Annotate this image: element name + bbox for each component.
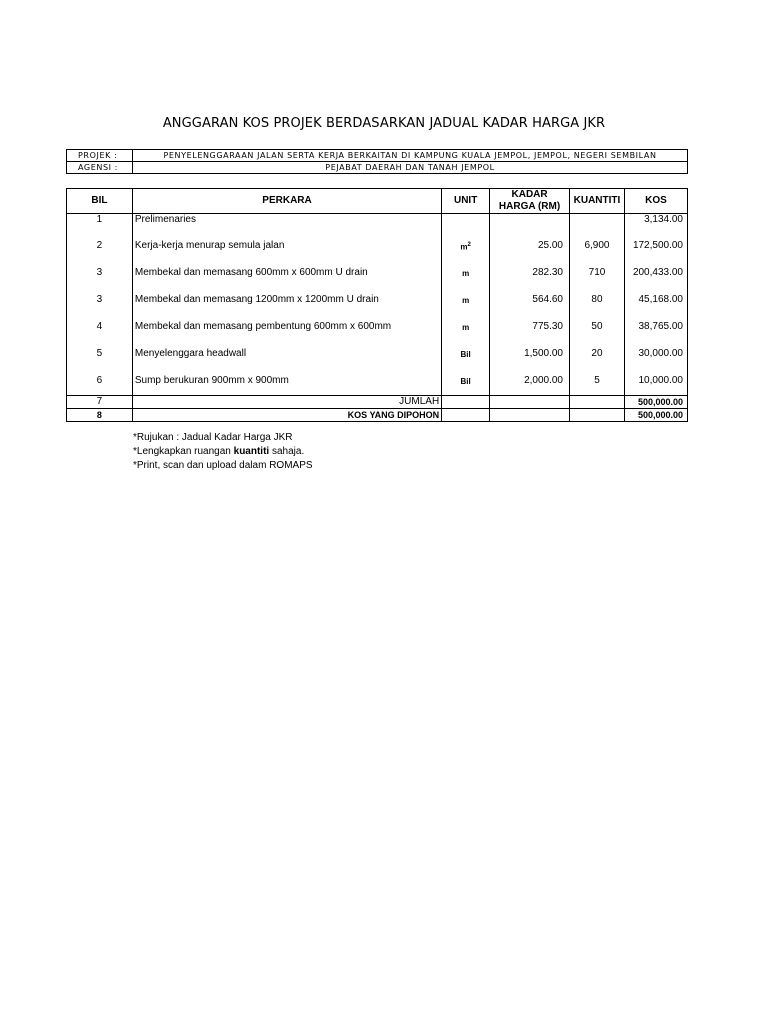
row-bil: 3 xyxy=(67,261,133,288)
row-unit xyxy=(442,214,490,234)
jumlah-row xyxy=(67,396,688,409)
project-info-table xyxy=(66,149,688,174)
row-bil: 3 xyxy=(67,288,133,315)
row-kadar: 1,500.00 xyxy=(490,342,570,369)
note-lengkapkan-post: sahaja. xyxy=(269,446,305,457)
jumlah-bil: 7 xyxy=(67,396,133,409)
kos-dipohon-label: KOS YANG DIPOHON xyxy=(132,409,441,422)
jumlah-unit xyxy=(442,396,490,409)
row-bil: 2 xyxy=(67,234,133,261)
row-kuantiti xyxy=(570,214,625,234)
header-kadar-line1: KADAR xyxy=(511,189,548,200)
notes xyxy=(133,431,313,473)
row-kuantiti: 6,900 xyxy=(570,234,625,261)
row-kos: 200,433.00 xyxy=(624,261,687,288)
row-bil: 5 xyxy=(67,342,133,369)
row-unit: m xyxy=(442,261,490,288)
row-kos: 30,000.00 xyxy=(624,342,687,369)
kos-dipohon-kuantiti xyxy=(570,409,625,422)
table-header-row xyxy=(67,189,688,214)
row-kos: 45,168.00 xyxy=(624,288,687,315)
note-lengkapkan-bold: kuantiti xyxy=(233,446,270,457)
row-kadar: 775.30 xyxy=(490,315,570,342)
row-perkara: Sump berukuran 900mm x 900mm xyxy=(132,369,441,396)
kos-dipohon-unit xyxy=(442,409,490,422)
row-kuantiti: 5 xyxy=(570,369,625,396)
note-lengkapkan xyxy=(133,445,313,459)
note-lengkapkan-pre: *Lengkapkan ruangan xyxy=(133,446,234,457)
header-unit: UNIT xyxy=(442,189,490,214)
cost-table xyxy=(66,188,688,422)
header-kuantiti: KUANTITI xyxy=(570,189,625,214)
header-kadar xyxy=(490,189,570,214)
row-perkara: Membekal dan memasang pembentung 600mm x 600mm xyxy=(132,315,441,342)
projek-value: PENYELENGGARAAN JALAN SERTA KERJA BERKAITAN DI KAMPUNG KUALA JEMPOL, JEMPOL, NEGERI SEMBILAN xyxy=(133,150,688,162)
row-kos: 3,134.00 xyxy=(624,214,687,234)
jumlah-label: JUMLAH xyxy=(132,396,441,409)
row-kuantiti: 20 xyxy=(570,342,625,369)
row-kuantiti: 50 xyxy=(570,315,625,342)
table-row xyxy=(67,261,688,288)
table-row xyxy=(67,342,688,369)
row-kadar: 2,000.00 xyxy=(490,369,570,396)
unit-text: m xyxy=(460,242,468,252)
row-kos: 172,500.00 xyxy=(624,234,687,261)
page-title: ANGGARAN KOS PROJEK BERDASARKAN JADUAL KADAR HARGA JKR xyxy=(162,116,606,131)
header-kadar-line2: HARGA (RM) xyxy=(498,201,561,212)
projek-label: PROJEK : xyxy=(67,150,133,162)
row-kadar: 282.30 xyxy=(490,261,570,288)
header-bil: BIL xyxy=(67,189,133,214)
kos-dipohon-kadar xyxy=(490,409,570,422)
row-unit xyxy=(442,234,490,261)
row-kos: 38,765.00 xyxy=(624,315,687,342)
row-unit: m xyxy=(442,315,490,342)
row-perkara: Menyelenggara headwall xyxy=(132,342,441,369)
table-row xyxy=(67,214,688,234)
table-row xyxy=(67,288,688,315)
row-bil: 1 xyxy=(67,214,133,234)
jumlah-kos: 500,000.00 xyxy=(624,396,687,409)
agensi-value: PEJABAT DAERAH DAN TANAH JEMPOL xyxy=(133,162,688,174)
agensi-label: AGENSI : xyxy=(67,162,133,174)
note-rujukan: *Rujukan : Jadual Kadar Harga JKR xyxy=(133,432,293,443)
row-kuantiti: 80 xyxy=(570,288,625,315)
row-unit: Bil xyxy=(442,342,490,369)
jumlah-kadar xyxy=(490,396,570,409)
row-perkara: Prelimenaries xyxy=(132,214,441,234)
table-row xyxy=(67,234,688,261)
row-perkara: Kerja-kerja menurap semula jalan xyxy=(132,234,441,261)
row-bil: 6 xyxy=(67,369,133,396)
unit-superscript: 2 xyxy=(467,241,471,248)
row-perkara: Membekal dan memasang 1200mm x 1200mm U drain xyxy=(132,288,441,315)
row-kos: 10,000.00 xyxy=(624,369,687,396)
table-row xyxy=(67,315,688,342)
row-bil: 4 xyxy=(67,315,133,342)
jumlah-kuantiti xyxy=(570,396,625,409)
row-perkara: Membekal dan memasang 600mm x 600mm U drain xyxy=(132,261,441,288)
kos-dipohon-row xyxy=(67,409,688,422)
row-kadar xyxy=(490,214,570,234)
kos-dipohon-kos: 500,000.00 xyxy=(624,409,687,422)
row-kuantiti: 710 xyxy=(570,261,625,288)
row-unit: m xyxy=(442,288,490,315)
row-kadar: 564.60 xyxy=(490,288,570,315)
note-print: *Print, scan dan upload dalam ROMAPS xyxy=(133,460,313,471)
row-kadar: 25.00 xyxy=(490,234,570,261)
kos-dipohon-bil: 8 xyxy=(67,409,133,422)
table-row xyxy=(67,369,688,396)
header-perkara: PERKARA xyxy=(132,189,441,214)
row-unit: Bil xyxy=(442,369,490,396)
header-kos: KOS xyxy=(624,189,687,214)
